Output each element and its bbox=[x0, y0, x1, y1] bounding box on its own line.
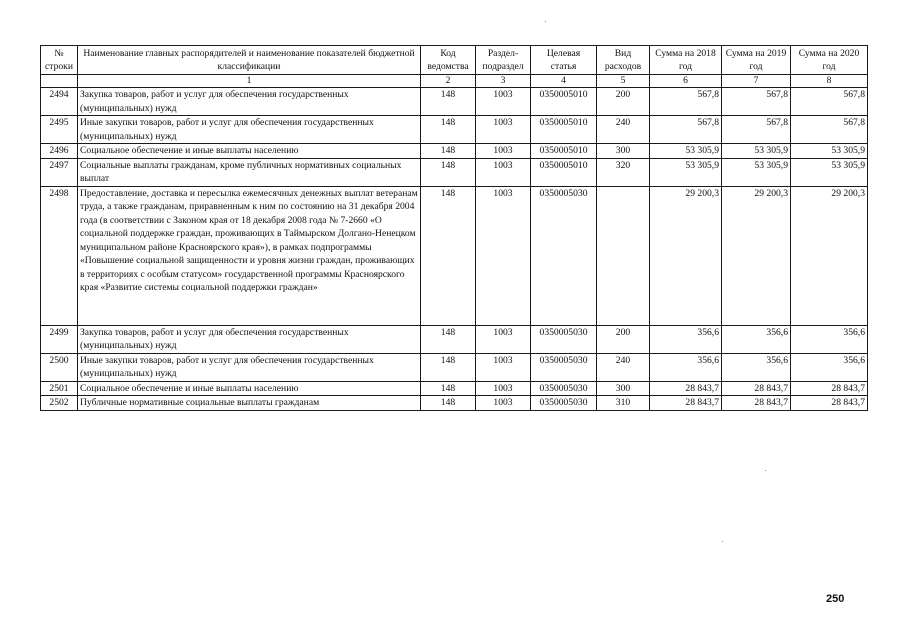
column-number: 2 bbox=[421, 75, 476, 88]
row-exp-type-cell: 200 bbox=[597, 325, 650, 353]
row-target-cell: 0350005010 bbox=[531, 88, 597, 116]
row-number-cell: 2499 bbox=[41, 325, 78, 353]
row-sum-2018-cell: 53 305,9 bbox=[650, 144, 722, 159]
row-name-cell: Закупка товаров, работ и услуг для обеспечения государственных (муниципальных) нужд bbox=[78, 325, 421, 353]
table-row bbox=[41, 353, 868, 381]
row-sum-2019-cell: 29 200,3 bbox=[722, 186, 791, 325]
row-sum-2019-cell: 356,6 bbox=[722, 353, 791, 381]
row-section-cell: 1003 bbox=[476, 116, 531, 144]
row-sum-2020-cell: 567,8 bbox=[791, 116, 868, 144]
row-number-cell: 2498 bbox=[41, 186, 78, 325]
column-number: 3 bbox=[476, 75, 531, 88]
header-row-no: № строки bbox=[41, 46, 78, 75]
row-code-cell: 148 bbox=[421, 116, 476, 144]
row-sum-2020-cell: 53 305,9 bbox=[791, 158, 868, 186]
row-section-cell: 1003 bbox=[476, 396, 531, 411]
row-code-cell: 148 bbox=[421, 186, 476, 325]
table-body bbox=[41, 88, 868, 411]
row-target-cell: 0350005030 bbox=[531, 353, 597, 381]
row-target-cell: 0350005030 bbox=[531, 396, 597, 411]
row-sum-2019-cell: 28 843,7 bbox=[722, 396, 791, 411]
header-sum-2020: Сумма на 2020 год bbox=[791, 46, 868, 75]
row-sum-2018-cell: 29 200,3 bbox=[650, 186, 722, 325]
row-section-cell: 1003 bbox=[476, 353, 531, 381]
table-row bbox=[41, 325, 868, 353]
column-number-row bbox=[41, 75, 868, 88]
row-section-cell: 1003 bbox=[476, 88, 531, 116]
table-row bbox=[41, 186, 868, 325]
row-sum-2020-cell: 567,8 bbox=[791, 88, 868, 116]
row-section-cell: 1003 bbox=[476, 158, 531, 186]
row-sum-2020-cell: 28 843,7 bbox=[791, 396, 868, 411]
row-name-cell: Предоставление, доставка и пересылка ежемесячных денежных выплат ветеранам труда, а также гражданам, приравненным к ним по состоянию на 31 декабря 2004 года (в соответствии с Законом края от 18 декабря 2008 года № 7-2660 «О социальной поддержке граждан, проживающих в Таймырском Долгано-Ненецком муниципальном районе Красноярского края»), в рамках подпрограммы «Повышение социальной защищенности и уровня жизни граждан, проживающих в территориях с особым статусом» государственной программы Красноярского края «Развитие системы социальной поддержки граждан» bbox=[78, 186, 421, 325]
header-name: Наименование главных распорядителей и наименование показателей бюджетной классификации bbox=[78, 46, 421, 75]
row-exp-type-cell: 320 bbox=[597, 158, 650, 186]
row-target-cell: 0350005030 bbox=[531, 381, 597, 396]
row-sum-2018-cell: 28 843,7 bbox=[650, 396, 722, 411]
table-row bbox=[41, 158, 868, 186]
column-number: 6 bbox=[650, 75, 722, 88]
row-sum-2020-cell: 356,6 bbox=[791, 325, 868, 353]
row-exp-type-cell: 240 bbox=[597, 353, 650, 381]
scan-speck bbox=[545, 21, 546, 22]
row-sum-2019-cell: 28 843,7 bbox=[722, 381, 791, 396]
row-number-cell: 2497 bbox=[41, 158, 78, 186]
row-number-cell: 2495 bbox=[41, 116, 78, 144]
row-exp-type-cell: 300 bbox=[597, 144, 650, 159]
row-section-cell: 1003 bbox=[476, 325, 531, 353]
header-sum-2018: Сумма на 2018 год bbox=[650, 46, 722, 75]
header-sum-2019: Сумма на 2019 год bbox=[722, 46, 791, 75]
row-target-cell: 0350005010 bbox=[531, 144, 597, 159]
row-name-cell: Публичные нормативные социальные выплаты гражданам bbox=[78, 396, 421, 411]
row-sum-2018-cell: 356,6 bbox=[650, 353, 722, 381]
budget-table bbox=[40, 45, 868, 411]
row-number-cell: 2502 bbox=[41, 396, 78, 411]
row-target-cell: 0350005030 bbox=[531, 186, 597, 325]
column-number-empty bbox=[41, 75, 78, 88]
row-sum-2020-cell: 53 305,9 bbox=[791, 144, 868, 159]
column-number: 1 bbox=[78, 75, 421, 88]
column-number: 5 bbox=[597, 75, 650, 88]
row-sum-2018-cell: 53 305,9 bbox=[650, 158, 722, 186]
row-name-cell: Социальное обеспечение и иные выплаты населению bbox=[78, 144, 421, 159]
row-sum-2020-cell: 29 200,3 bbox=[791, 186, 868, 325]
row-code-cell: 148 bbox=[421, 158, 476, 186]
row-sum-2018-cell: 567,8 bbox=[650, 116, 722, 144]
header-target: Целевая статья bbox=[531, 46, 597, 75]
row-sum-2020-cell: 356,6 bbox=[791, 353, 868, 381]
row-sum-2019-cell: 53 305,9 bbox=[722, 144, 791, 159]
row-code-cell: 148 bbox=[421, 144, 476, 159]
table-row bbox=[41, 116, 868, 144]
row-exp-type-cell: 200 bbox=[597, 88, 650, 116]
row-target-cell: 0350005010 bbox=[531, 158, 597, 186]
row-sum-2019-cell: 53 305,9 bbox=[722, 158, 791, 186]
row-code-cell: 148 bbox=[421, 396, 476, 411]
row-exp-type-cell: 300 bbox=[597, 381, 650, 396]
row-section-cell: 1003 bbox=[476, 381, 531, 396]
row-sum-2018-cell: 356,6 bbox=[650, 325, 722, 353]
row-number-cell: 2496 bbox=[41, 144, 78, 159]
table-row bbox=[41, 381, 868, 396]
row-name-cell: Социальное обеспечение и иные выплаты населению bbox=[78, 381, 421, 396]
row-section-cell: 1003 bbox=[476, 144, 531, 159]
row-code-cell: 148 bbox=[421, 88, 476, 116]
table-header-row bbox=[41, 46, 868, 75]
table-row bbox=[41, 88, 868, 116]
header-section: Раздел-подраздел bbox=[476, 46, 531, 75]
row-name-cell: Социальные выплаты гражданам, кроме публичных нормативных социальных выплат bbox=[78, 158, 421, 186]
row-code-cell: 148 bbox=[421, 353, 476, 381]
table-row bbox=[41, 144, 868, 159]
row-sum-2019-cell: 567,8 bbox=[722, 116, 791, 144]
row-sum-2018-cell: 28 843,7 bbox=[650, 381, 722, 396]
row-name-cell: Иные закупки товаров, работ и услуг для обеспечения государственных (муниципальных) нужд bbox=[78, 353, 421, 381]
column-number: 7 bbox=[722, 75, 791, 88]
row-section-cell: 1003 bbox=[476, 186, 531, 325]
row-code-cell: 148 bbox=[421, 325, 476, 353]
column-number: 4 bbox=[531, 75, 597, 88]
row-code-cell: 148 bbox=[421, 381, 476, 396]
row-number-cell: 2494 bbox=[41, 88, 78, 116]
row-name-cell: Иные закупки товаров, работ и услуг для обеспечения государственных (муниципальных) нужд bbox=[78, 116, 421, 144]
row-target-cell: 0350005010 bbox=[531, 116, 597, 144]
row-sum-2019-cell: 567,8 bbox=[722, 88, 791, 116]
row-target-cell: 0350005030 bbox=[531, 325, 597, 353]
row-exp-type-cell: 310 bbox=[597, 396, 650, 411]
row-name-cell: Закупка товаров, работ и услуг для обеспечения государственных (муниципальных) нужд bbox=[78, 88, 421, 116]
header-code: Код ведомства bbox=[421, 46, 476, 75]
row-number-cell: 2500 bbox=[41, 353, 78, 381]
row-number-cell: 2501 bbox=[41, 381, 78, 396]
row-exp-type-cell bbox=[597, 186, 650, 325]
header-exp-type: Вид расходов bbox=[597, 46, 650, 75]
row-sum-2020-cell: 28 843,7 bbox=[791, 381, 868, 396]
scan-speck bbox=[765, 470, 766, 471]
table-row bbox=[41, 396, 868, 411]
row-exp-type-cell: 240 bbox=[597, 116, 650, 144]
scan-speck bbox=[722, 541, 723, 542]
column-number: 8 bbox=[791, 75, 868, 88]
row-sum-2018-cell: 567,8 bbox=[650, 88, 722, 116]
row-sum-2019-cell: 356,6 bbox=[722, 325, 791, 353]
page-number: 250 bbox=[826, 593, 845, 605]
